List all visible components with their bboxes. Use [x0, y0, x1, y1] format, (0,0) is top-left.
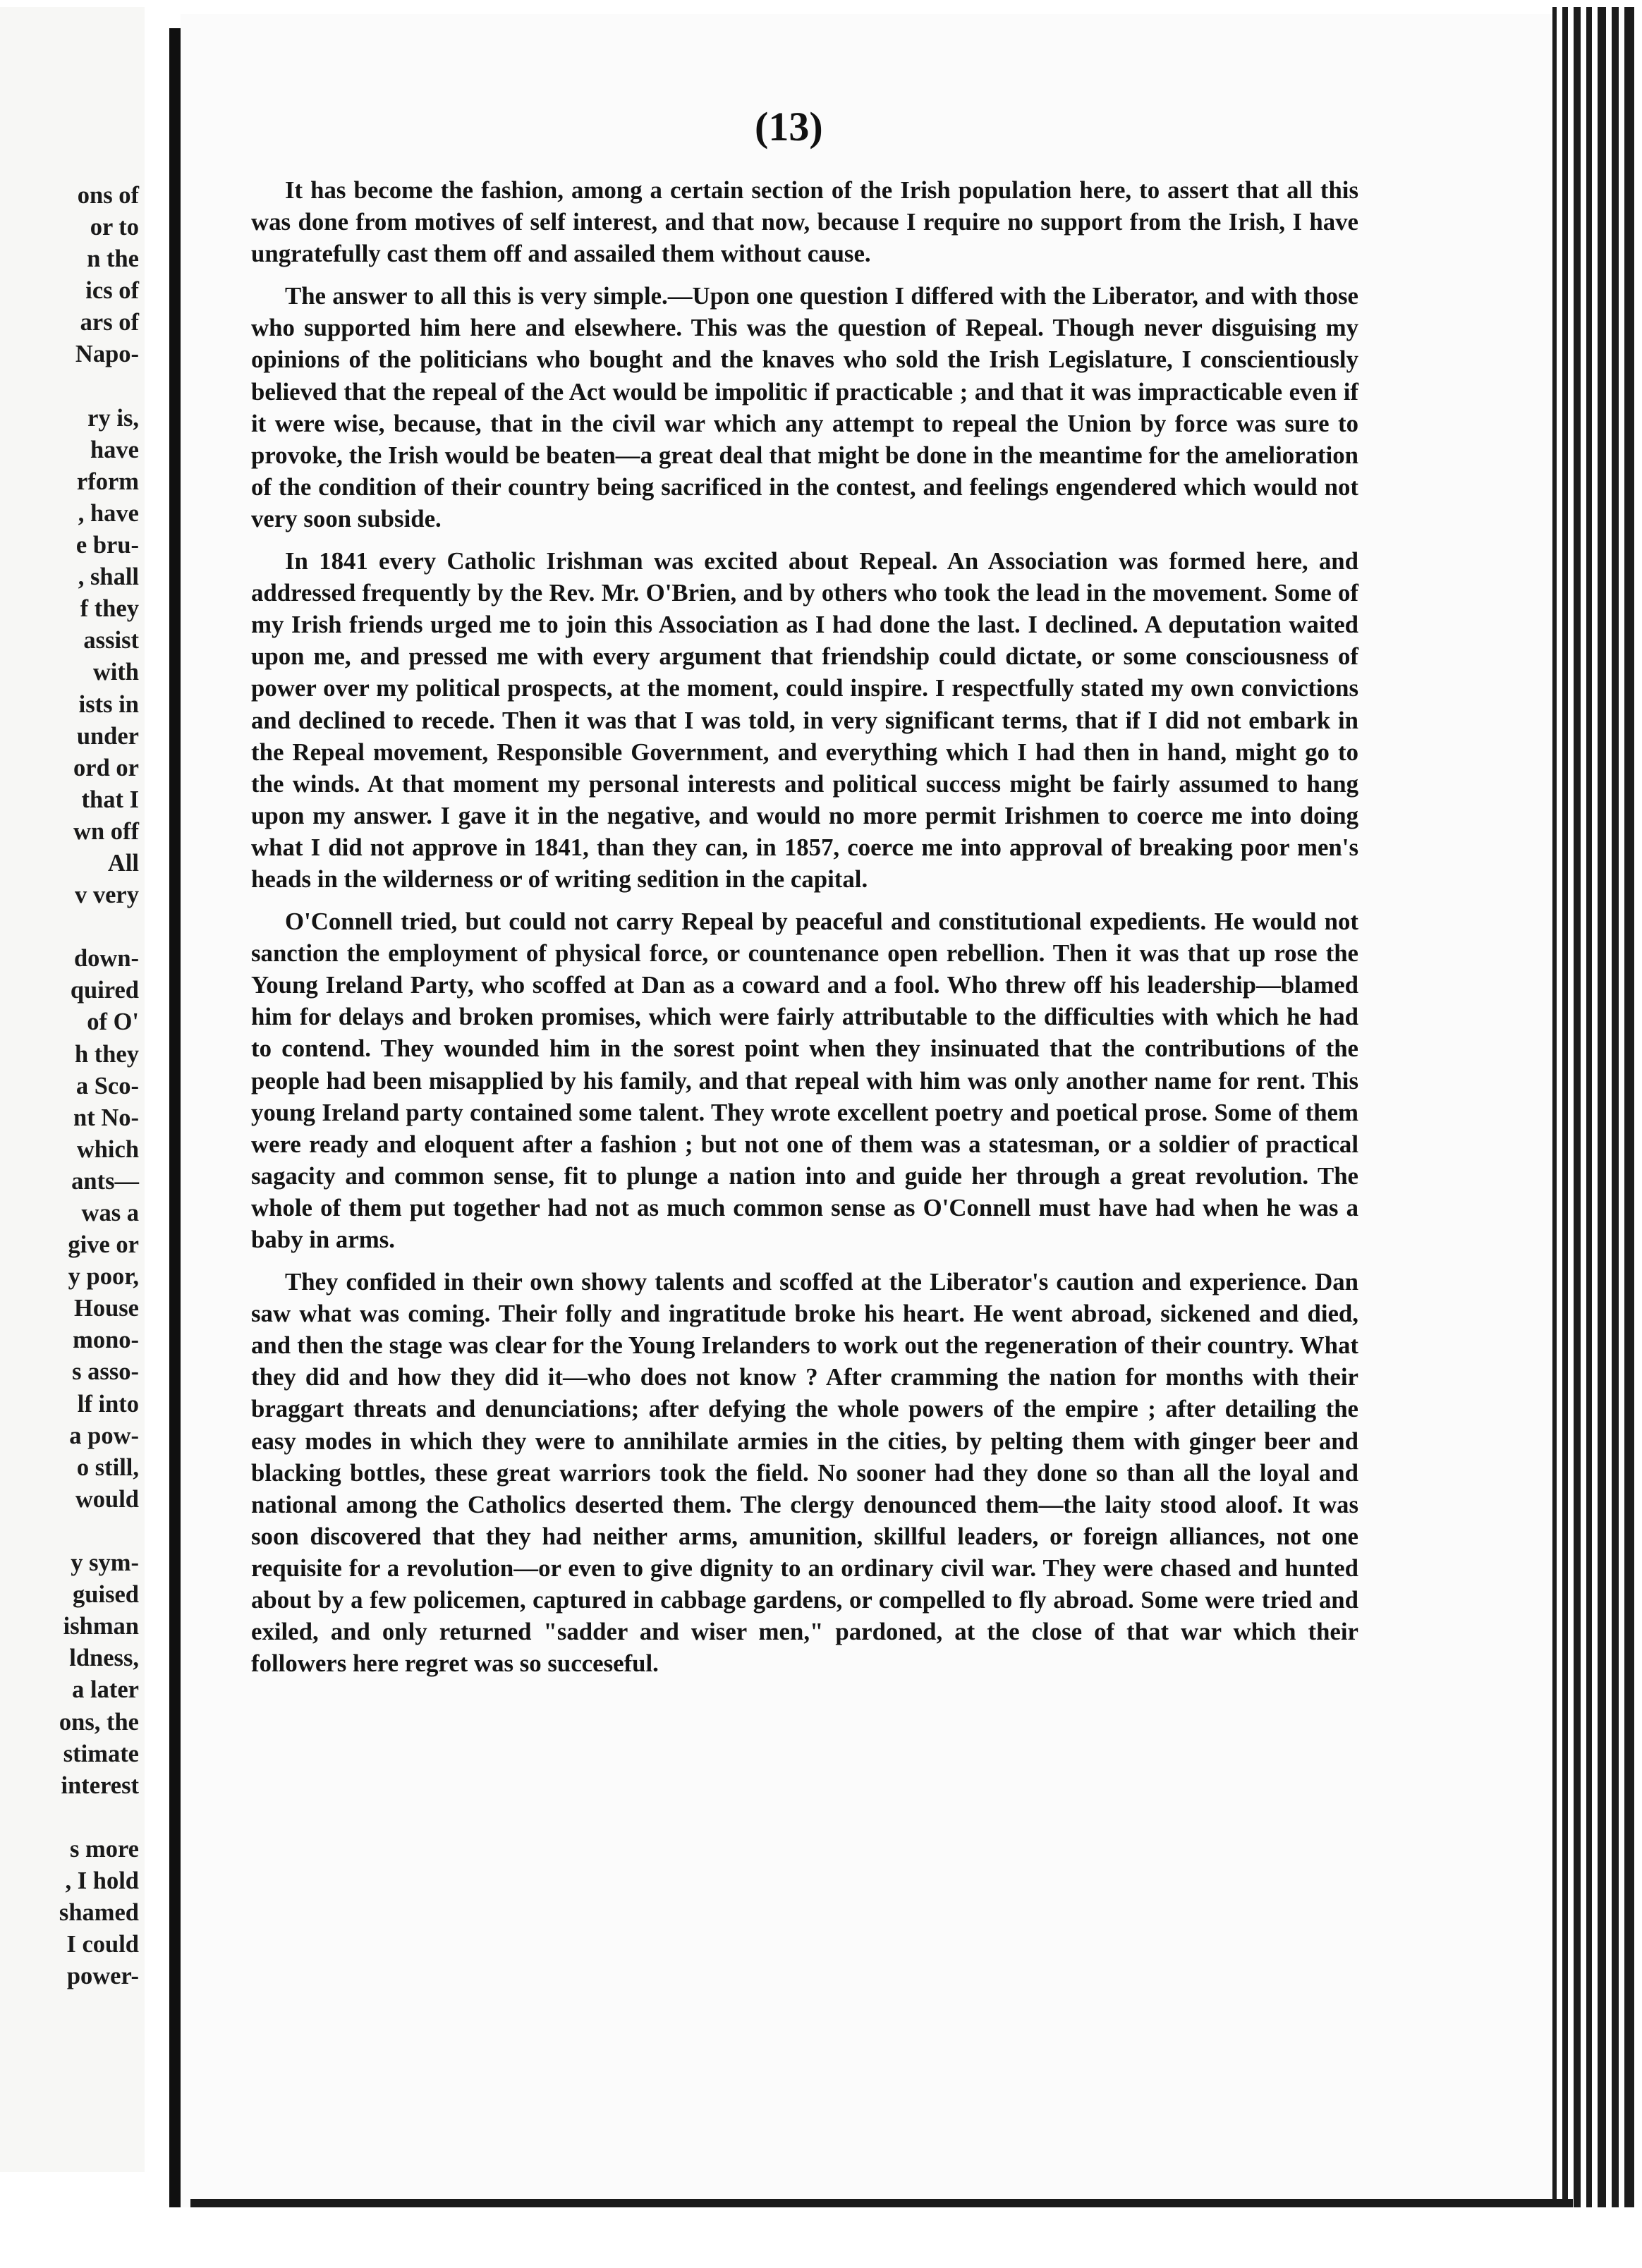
page-bottom-edge	[190, 2199, 1573, 2207]
fragment-line: ishman	[63, 1613, 139, 1640]
fragment-line: shamed	[59, 1899, 139, 1927]
fragment-line: interest	[61, 1772, 139, 1799]
fragment-line: , I hold	[65, 1867, 139, 1894]
fragment-line	[0, 371, 139, 403]
fragment-line: rform	[76, 468, 139, 495]
fragment-line: o still,	[76, 1453, 139, 1481]
fragment-line: give or	[68, 1231, 139, 1259]
scan-margin	[0, 2207, 1642, 2268]
fragment-line: with	[92, 659, 139, 686]
fragment-line: s asso-	[72, 1358, 139, 1386]
previous-page-fragment	[0, 7, 145, 2172]
fragment-line: y poor,	[68, 1263, 139, 1291]
fragment-line: assist	[83, 627, 139, 654]
binding-shadow	[169, 28, 181, 2243]
fragment-line: y sym-	[71, 1549, 139, 1577]
fragment-line: h they	[74, 1040, 139, 1068]
fragment-line: n the	[87, 245, 139, 273]
paragraph-1: It has become the fashion, among a certain section of the Irish population here, to assert that all this was done from motives of self interest, and that now, because I require no support from the Irish, I have ungratefully cast them off and assailed them without cause.	[251, 176, 1358, 268]
page-body	[251, 174, 1358, 1690]
paragraph-3: In 1841 every Catholic Irishman was excited about Repeal. An Association was formed here, and addressed frequently by the Rev. Mr. O'Brien, and by others who took the lead in the movement. Some of my Irish friends urged me to join this Association as I had done the last. I declined. A deputation waited upon me, and pressed me with every argument that friendship could dictate, or some consciousness of power over my political prospects, at the moment, could inspire. I respectfully stated my own convictions and declined to recede. Then it was that I was told, in very significant terms, that if I did not embark in the Repeal movement, Responsible Government, and everything which I had then in hand, might go to the winds. At that moment my personal interests and political success might be fairly assumed to hang upon my answer. I gave it in the negative, and would no more permit Irishmen to coerce me into doing what I did not approve in 1841, than they can, in 1857, coerce me into approval of breaking poor men's heads in the wilderness or of writing sedition in the capital.	[251, 547, 1358, 893]
fragment-line: a later	[72, 1676, 139, 1704]
paragraph-4: O'Connell tried, but could not carry Repeal by peaceful and constitutional expedients. He would not sanction the employment of physical force, or countenance open rebellion. Then it was that up rose the Young Ireland Party, who scoffed at Dan as a coward and a fool. Who threw off his leadership—blamed him for delays and broken promises, which were fairly attributable to the difficulties with which he had to contend. They wounded him in the sorest point when they insinuated that the contributions of the people had been misapplied by his family, and that repeal with him was only another name for rent. This young Ireland party contained some talent. They wrote excellent poetry and poetical prose. Some of them were ready and eloquent after a fashion ; but not one of them was a statesman, or a soldier of practical sagacity and common sense, fit to plunge a nation into and guide her through a great revolution. The whole of them put together had not as much common sense as O'Connell must have had when he was a baby in arms.	[251, 908, 1358, 1253]
fragment-line	[0, 1516, 139, 1547]
fragment-line: ars of	[80, 309, 139, 336]
fragment-line: ons, the	[59, 1708, 139, 1736]
fragment-line: power-	[66, 1963, 139, 1990]
fragment-line: would	[75, 1485, 139, 1513]
fragment-line: , have	[78, 499, 139, 527]
edge-line	[1598, 7, 1606, 2236]
paragraph-2: The answer to all this is very simple.—Upon one question I differed with the Liberator, and with those who supported him here and elsewhere. This was the question of Repeal. Though never disguising my opinions of the politicians who bought and the knaves who sold the Irish Legislature, I conscientiously believed that the repeal of the Act would be impolitic if practicable ; and that it was impracticable even if it were wise, because, that in the civil war which any attempt to repeal the Union by force was sure to provoke, the Irish would be beaten—a great deal that might be done in the meantime for the amelioration of the condition of their country being sacrificed in the contest, and feelings engendered which would not very soon subside.	[251, 282, 1358, 532]
edge-line	[1552, 7, 1557, 2236]
fragment-line: have	[90, 436, 139, 463]
edge-line	[1574, 7, 1581, 2236]
fragment-line: down-	[73, 945, 139, 973]
paragraph-5: They confided in their own showy talents and scoffed at the Liberator's caution and experience. Dan saw what was coming. Their folly and ingratitude broke his heart. He went abroad, sickened and died, and then the stage was clear for the Young Irelanders to work out the regeneration of their country. What they did and how they did it—who does not know ? After cramming the nation for months with their braggart threats and denunciations; after defying the whole powers of the empire ; after detailing the easy modes in which they were to annihilate armies in the cities, by pelting them with ginger beer and blacking bottles, these great warriors took the field. No sooner had they done so than all the loyal and national among the Catholics deserted them. The clergy denounced them—the laity stood aloof. It was soon discovered that they had neither arms, amunition, skillful leaders, or foreign alliances, not one requisite for a revolution—or even to give dignity to an ordinary civil war. They were chased and hunted about by a few policemen, captured in cabbage gardens, or compelled to fly abroad. Some were tried and exiled, and only returned "sadder and wiser men," pardoned, at the close of that war which their followers here regret was so succeseful.	[251, 1268, 1358, 1678]
fragment-line: stimate	[63, 1740, 139, 1767]
fragment-line	[0, 1802, 139, 1834]
fragment-line: e bru-	[75, 532, 139, 559]
fragment-line: v very	[74, 882, 139, 909]
fragment-line: a Sco-	[75, 1072, 139, 1099]
page-number: (13)	[755, 104, 823, 150]
fragment-line: ord or	[73, 754, 139, 781]
fragment-line: or to	[90, 214, 139, 241]
fragment-line: lf into	[77, 1390, 139, 1418]
book-edge	[1552, 0, 1642, 2268]
fragment-line: All	[107, 849, 139, 877]
fragment-line: ists in	[78, 690, 139, 718]
edge-line	[1562, 7, 1568, 2236]
fragment-line: ry is,	[87, 404, 139, 432]
fragment-line: , shall	[78, 563, 139, 591]
fragment-line: I could	[66, 1931, 139, 1958]
fragment-line: was a	[81, 1200, 139, 1226]
fragment-line: ons of	[77, 182, 139, 209]
fragment-line: quired	[70, 977, 139, 1004]
edge-line	[1624, 7, 1634, 2236]
fragment-line: ics of	[85, 277, 139, 305]
edge-line	[1586, 7, 1592, 2236]
fragment-line: s more	[69, 1835, 139, 1862]
fragment-line	[0, 911, 139, 943]
fragment-line: of O'	[87, 1008, 139, 1036]
fragment-line: which	[76, 1135, 139, 1163]
fragment-line: guised	[73, 1581, 139, 1609]
fragment-line: House	[73, 1295, 139, 1322]
fragment-line: mono-	[73, 1327, 139, 1354]
fragment-line: that I	[81, 786, 139, 813]
edge-line	[1612, 7, 1619, 2236]
fragment-line: f they	[80, 595, 139, 623]
fragment-line: ldness,	[69, 1645, 139, 1672]
previous-page-text	[0, 180, 139, 1992]
fragment-line: a pow-	[69, 1422, 139, 1449]
fragment-line: ants—	[71, 1167, 139, 1195]
fragment-line: nt No-	[73, 1104, 139, 1131]
fragment-line: wn off	[73, 817, 139, 845]
fragment-line: Napo-	[75, 341, 139, 368]
fragment-line: under	[76, 722, 139, 750]
